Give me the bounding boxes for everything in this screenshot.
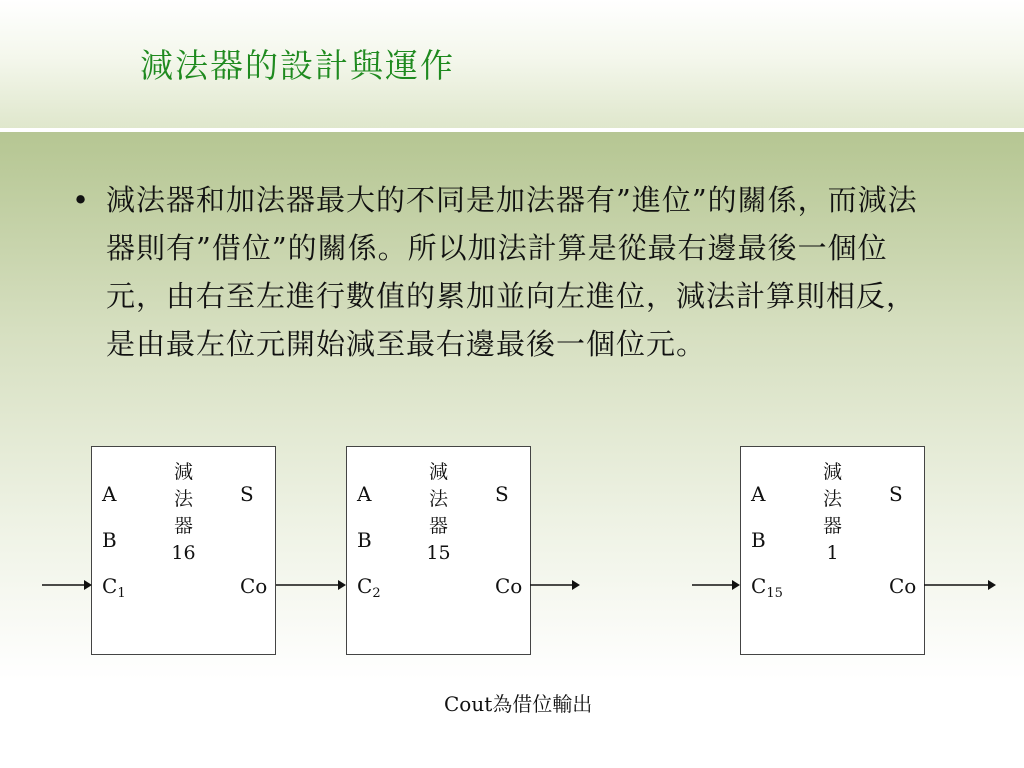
output-s-label: S [495,482,509,506]
output-co-label: Co [495,574,523,598]
block-name-char: 器 [822,515,842,537]
output-s-label: S [889,482,903,506]
bullet-dot-icon: • [72,183,90,217]
input-a-label: A [102,482,117,506]
bullet-item [72,176,952,368]
subtractor-block-15 [346,446,531,655]
carry-in-letter: C [357,574,373,598]
block-name-char: 法 [822,488,842,510]
title-divider [0,128,1024,132]
carry-in-label [102,575,126,605]
arrow-block-16-to-block-15-icon [276,575,350,595]
carry-in-letter: C [751,574,767,598]
block-index: 1 [826,542,839,564]
arrow-into-block-16-icon [40,575,96,595]
block-name-char: 器 [173,515,193,537]
block-name [741,459,924,567]
output-co-label: Co [240,574,268,598]
carry-in-label [751,575,783,605]
carry-in-subscript: 15 [766,586,783,601]
arrow-into-block-1-icon [690,575,744,595]
output-co-label: Co [889,574,917,598]
slide-title: 減法器的設計與運作 [140,46,455,85]
subtractor-block-1 [740,446,925,655]
output-s-label: S [240,482,254,506]
arrow-out-of-block-15-icon [530,575,586,595]
block-name-char: 法 [428,488,448,510]
input-b-label: B [102,528,117,552]
input-a-label: A [357,482,372,506]
carry-in-label [357,575,381,605]
arrow-out-of-block-1-icon [924,575,1000,595]
subtractor-block-16 [91,446,276,655]
carry-in-subscript: 1 [117,586,126,601]
carry-in-subscript: 2 [372,586,381,601]
bullet-text: 減法器和加法器最大的不同是加法器有”進位”的關係，而減法器則有”借位”的關係。所以加法計算是從最右邊最後一個位元，由右至左進行數值的累加並向左進位，減法計算則相反，是由最左位元開始減至最右邊最後一個位元。 [106,183,918,361]
block-name-char: 法 [173,488,193,510]
bullet-list [72,176,952,368]
block-index: 15 [426,542,451,564]
block-name [92,459,275,567]
block-name-char: 減 [173,461,193,483]
input-b-label: B [751,528,766,552]
carry-in-letter: C [102,574,118,598]
block-name-char: 減 [428,461,448,483]
input-b-label: B [357,528,372,552]
cout-note: Cout為借位輸出 [444,692,593,716]
block-index: 16 [171,542,196,564]
input-a-label: A [751,482,766,506]
block-name-char: 器 [428,515,448,537]
block-name [347,459,530,567]
block-name-char: 減 [822,461,842,483]
